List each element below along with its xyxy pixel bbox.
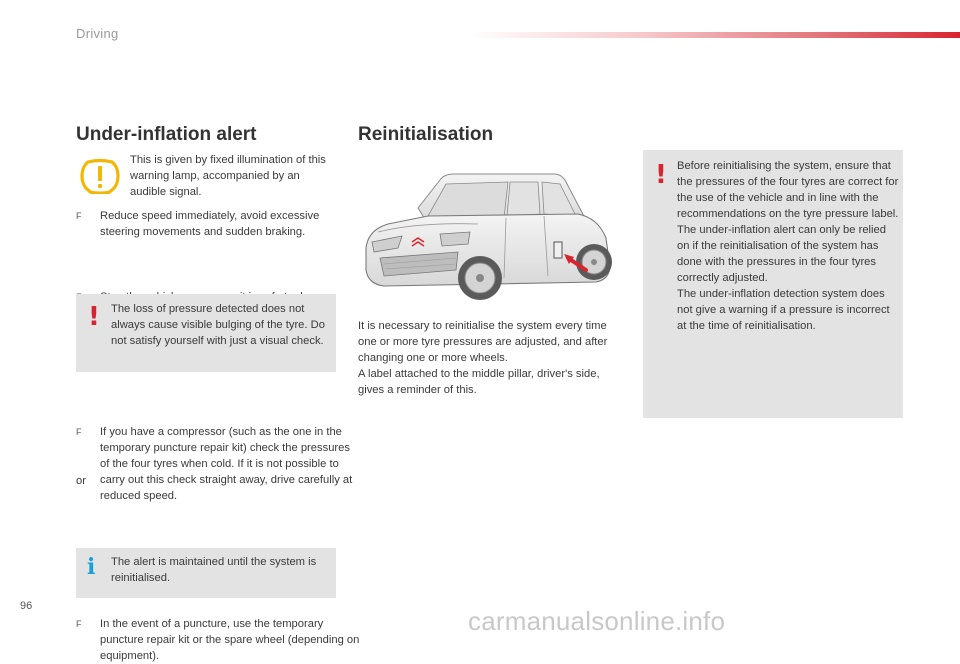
reinitialisation-warning-text [677, 158, 899, 334]
info-note-text: The alert is maintained until the system is reinitialised. [111, 556, 317, 584]
bullet-compressor [76, 424, 362, 504]
header-gradient-bar [470, 32, 960, 38]
reinitialisation-paragraph-1: It is necessary to reinitialise the system every time one or more tyre pressures are adjusted, and after changing one or more wheels. [358, 320, 608, 364]
bullet-text: Reduce speed immediately, avoid excessive steering movements and sudden braking. [100, 210, 320, 238]
reinitialisation-warning-box [643, 150, 903, 418]
warning-paragraph: Before reinitialising the system, ensure that the pressures of the four tyres are correct for the use of the vehicle and in line with the recommendations on the tyre pressure label. [677, 160, 899, 220]
bullet-mark: F [76, 427, 82, 437]
warning-note-box [76, 294, 336, 372]
car-illustration [358, 158, 620, 306]
warning-exclamation-icon: ! [88, 302, 100, 332]
intro-text: This is given by fixed illumination of this warning lamp, accompanied by an audible signal. [130, 154, 326, 198]
bullet-reduce-speed [76, 208, 360, 240]
info-note-box [76, 548, 336, 598]
watermark: carmanualsonline.info [468, 606, 726, 636]
warning-paragraph: The under-inflation detection system does not give a warning if a pressure is incorrect at the time of reinitialisation. [677, 288, 890, 332]
section-header: Driving [76, 26, 119, 41]
bullet-text: If you have a compressor (such as the one in the temporary puncture repair kit) check the pressures of the four tyres when cold. If it is not possible to carry out this check straight away, drive carefully at reduced speed. [100, 426, 353, 502]
bullet-mark: F [76, 619, 82, 629]
bullet-text: In the event of a puncture, use the temporary puncture repair kit or the spare wheel (depending on equipment). [100, 618, 360, 662]
page-number: 96 [20, 600, 33, 612]
info-icon: i [87, 554, 96, 580]
warning-exclamation-icon: ! [655, 160, 667, 190]
bullet-mark: F [76, 211, 82, 221]
warning-note-text: The loss of pressure detected does not always cause visible bulging of the tyre. Do not satisfy yourself with just a visual check. [111, 303, 325, 347]
warning-paragraph: The under-inflation alert can only be relied on if the reinitialisation of the system has done with the pressures in the four tyres correctly adjusted. [677, 224, 886, 284]
bullet-puncture [76, 616, 362, 664]
under-inflation-title: Under-inflation alert [76, 124, 257, 145]
reinitialisation-title: Reinitialisation [358, 124, 494, 145]
or-label: or [76, 475, 86, 487]
reinitialisation-paragraph-2: A label attached to the middle pillar, driver's side, gives a reminder of this. [358, 368, 600, 396]
tyre-pressure-warning-lamp-icon [78, 158, 122, 194]
